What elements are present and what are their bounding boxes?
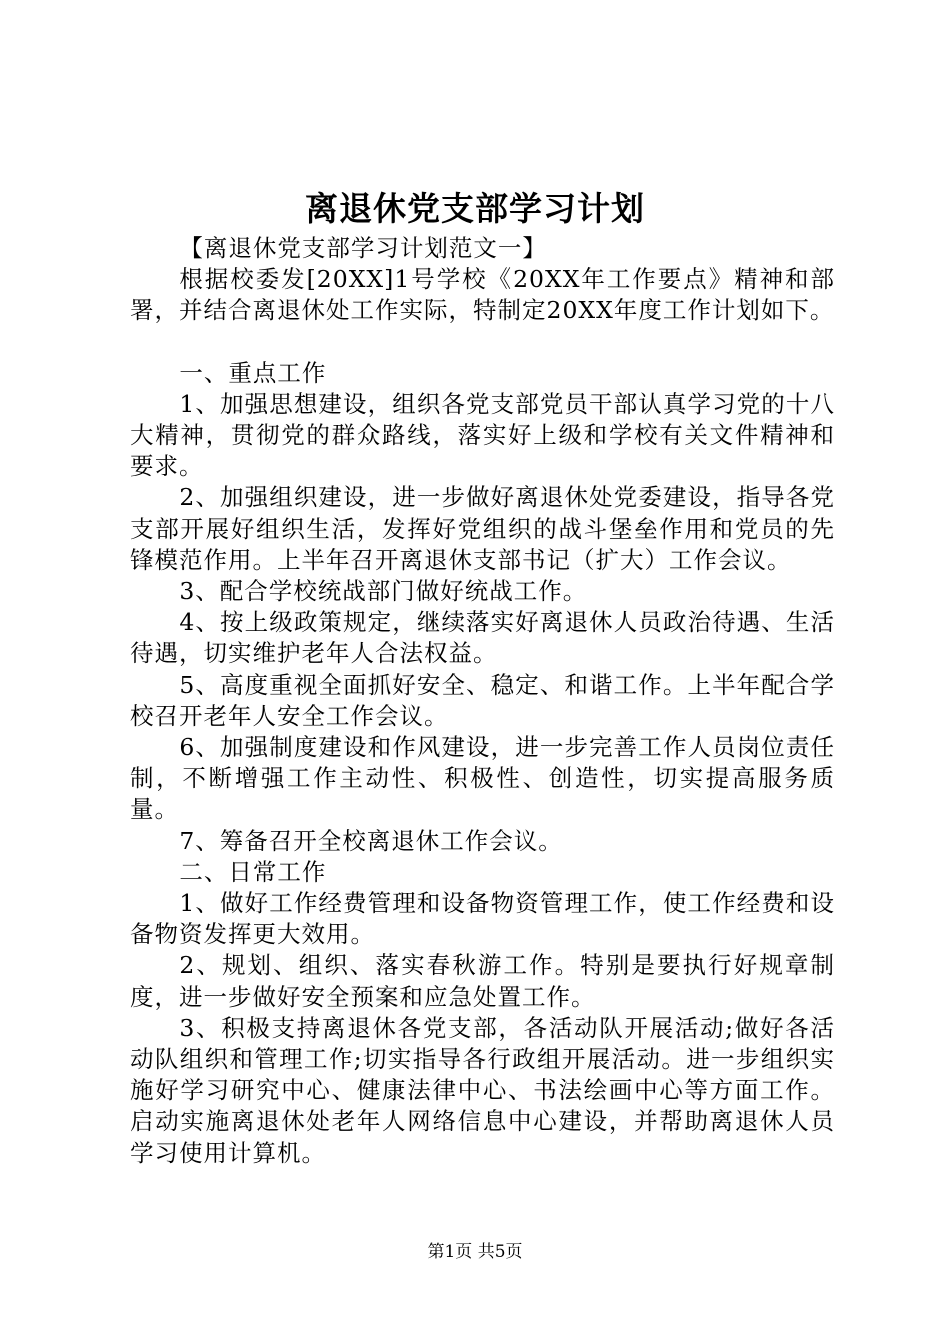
section-heading-key-work: 一、重点工作 (179, 358, 327, 387)
document-body (130, 233, 835, 1169)
daily-work-item-3: 3、积极支持离退休各党支部，各活动队开展活动;做好各活动队组织和管理工作;切实指导各行政组开展活动。进一步组织实施好学习研究中心、健康法律中心、书法绘画中心等方面工作。启动实施离退休处老年人网络信息中心建设，并帮助离退休人员学习使用计算机。 (130, 1013, 835, 1167)
section-heading-sample: 【离退休党支部学习计划范文一】 (179, 234, 547, 262)
key-work-item-3: 3、配合学校统战部门做好统战工作。 (179, 577, 588, 606)
daily-work-item-1: 1、做好工作经费管理和设备物资管理工作，使工作经费和设备物资发挥更大效用。 (130, 889, 835, 949)
document-title: 离退休党支部学习计划 (305, 189, 645, 228)
key-work-item-7: 7、筹备召开全校离退休工作会议。 (179, 826, 563, 855)
paragraph-spacer (130, 327, 835, 358)
page-number: 第1页 共5页 (427, 1242, 523, 1262)
key-work-item-2: 2、加强组织建设，进一步做好离退休处党委建设，指导各党支部开展好组织生活，发挥好党组织的战斗堡垒作用和党员的先锋模范作用。上半年召开离退休支部书记（扩大）工作会议。 (130, 483, 835, 574)
section-heading-daily-work: 二、日常工作 (179, 857, 327, 886)
key-work-item-5: 5、高度重视全面抓好安全、稳定、和谐工作。上半年配合学校召开老年人安全工作会议。 (130, 670, 835, 730)
key-work-item-4: 4、按上级政策规定，继续落实好离退休人员政治待遇、生活待遇，切实维护老年人合法权益。 (130, 608, 835, 668)
intro-paragraph: 根据校委发[20XX]1号学校《20XX年工作要点》精神和部署，并结合离退休处工作实际，特制定20XX年度工作计划如下。 (130, 265, 835, 325)
daily-work-item-2: 2、规划、组织、落实春秋游工作。特别是要执行好规章制度，进一步做好安全预案和应急处置工作。 (130, 951, 835, 1011)
key-work-item-6: 6、加强制度建设和作风建设，进一步完善工作人员岗位责任制，不断增强工作主动性、积极性、创造性，切实提高服务质量。 (130, 733, 835, 824)
key-work-item-1: 1、加强思想建设，组织各党支部党员干部认真学习党的十八大精神，贯彻党的群众路线，落实好上级和学校有关文件精神和要求。 (130, 389, 835, 481)
